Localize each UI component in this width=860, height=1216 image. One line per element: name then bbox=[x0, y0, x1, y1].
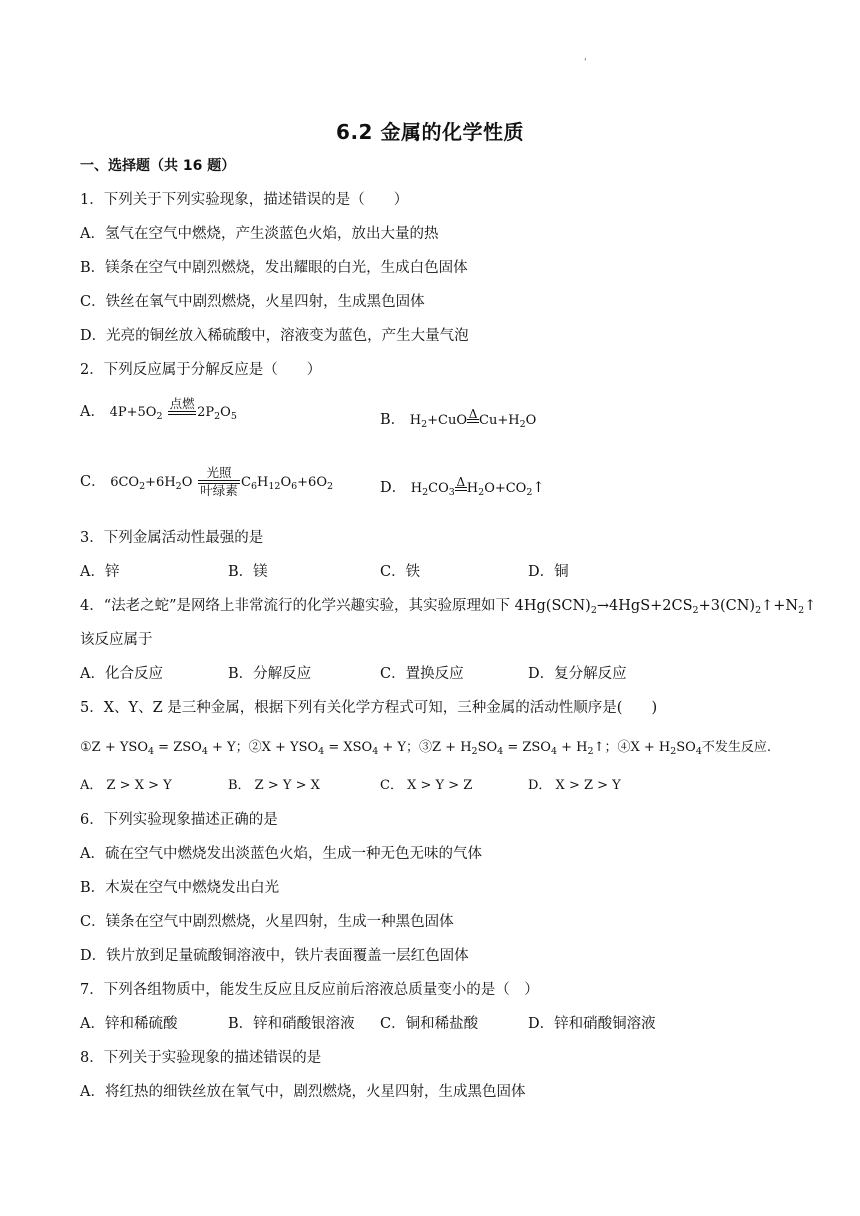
question-7-stem: 7．下列各组物质中，能发生反应且反应前后溶液总质量变小的是（ ） bbox=[80, 982, 539, 998]
question-7-option-a: A．锌和稀硫酸 bbox=[80, 1016, 178, 1032]
equation-right: C bbox=[241, 475, 251, 490]
reaction-condition: 点燃 bbox=[167, 397, 197, 415]
question-6-option-b: B．木炭在空气中燃烧发出白光 bbox=[80, 880, 280, 896]
question-1-option-b: B．镁条在空气中剧烈燃烧，发出耀眼的白光，生成白色固体 bbox=[80, 260, 468, 276]
question-4-stem: 4．“法老之蛇”是网络上非常流行的化学兴趣实验，其实验原理如下 $4Hg(SCN)_2\to 4HgS+2CS_2+3(CN)_2↑+N_2↑$ bbox=[80, 598, 817, 616]
page-title: 6.2 金属的化学性质 bbox=[336, 120, 524, 144]
question-1-option-d: D．光亮的铜丝放入稀硫酸中，溶液变为蓝色，产生大量气泡 bbox=[80, 328, 469, 344]
question-4-option-c: C．置换反应 bbox=[380, 666, 464, 682]
option-label: B． bbox=[380, 412, 406, 428]
option-label: C． bbox=[80, 474, 106, 490]
question-8-option-a: A．将红热的细铁丝放在氧气中，剧烈燃烧，火星四射，生成黑色固体 bbox=[80, 1084, 526, 1100]
equation-1: ①Z + $YSO_4 = ZSO_4 + Y$； bbox=[80, 740, 249, 757]
question-6-option-c: C．镁条在空气中剧烈燃烧，火星四射，生成一种黑色固体 bbox=[80, 914, 454, 930]
question-5-option-c: C． X > Y > Z bbox=[380, 778, 473, 793]
equation-right: Cu+H bbox=[479, 413, 520, 428]
question-5-stem: 5．X、Y、Z 是三种金属，根据下列有关化学方程式可知，三种金属的活动性顺序是( ) bbox=[80, 700, 658, 716]
equation-4: ④X + $H_2SO_4$不发生反应. bbox=[617, 740, 772, 757]
equation-2: ②X + $YSO_4 = XSO_4 + Y$； bbox=[248, 740, 419, 757]
question-3-option-d: D．铜 bbox=[528, 564, 569, 580]
reaction-condition: Δ bbox=[468, 407, 478, 421]
page-mark: ' bbox=[584, 58, 587, 68]
question-3-option-a: A．锌 bbox=[80, 564, 120, 580]
question-6-stem: 6．下列实验现象描述正确的是 bbox=[80, 812, 278, 828]
question-1-option-c: C．铁丝在氧气中剧烈燃烧，火星四射，生成黑色固体 bbox=[80, 294, 425, 310]
question-5-option-a: A． Z > X > Y bbox=[80, 778, 172, 793]
question-4-option-b: B．分解反应 bbox=[228, 666, 312, 682]
question-5-equations bbox=[80, 738, 771, 762]
question-4-stem-continued: 该反应属于 bbox=[80, 632, 153, 648]
equation-right: H bbox=[466, 481, 479, 496]
question-1-option-a: A．氢气在空气中燃烧，产生淡蓝色火焰，放出大量的热 bbox=[80, 226, 439, 242]
option-label: D． bbox=[380, 480, 407, 496]
option-label: A． bbox=[80, 404, 105, 420]
question-7-option-c: C．铜和稀盐酸 bbox=[380, 1016, 479, 1032]
equation-left: H bbox=[410, 481, 423, 496]
question-6-option-a: A．硫在空气中燃烧发出淡蓝色火焰，生成一种无色无味的气体 bbox=[80, 846, 482, 862]
reaction-condition: Δ bbox=[456, 475, 466, 489]
equation-left: 6CO bbox=[110, 475, 140, 490]
question-5-option-b: B． Z > Y > X bbox=[228, 778, 320, 793]
question-2-stem: 2．下列反应属于分解反应是（ ） bbox=[80, 362, 322, 378]
question-2-option-b: B． $H_2+CuO$ Δ $Cu+H_2O$ bbox=[380, 407, 537, 430]
equation-right: 2P bbox=[197, 405, 215, 420]
question-2-option-a: A． $4P+5O_2$ 点燃 $2P_2O_5$ bbox=[80, 396, 237, 422]
section-heading: 一、选择题（共 16 题） bbox=[80, 158, 236, 174]
reaction-condition: 光照 叶绿素 bbox=[197, 466, 241, 498]
question-2-option-c: C． $6CO_2+6H_2O$ 光照 叶绿素 $C_6H_{12}O_6+6O_2$ bbox=[80, 465, 334, 498]
question-7-option-b: B．锌和硝酸银溶液 bbox=[228, 1016, 355, 1032]
equation-3: ③Z + $H_2SO_4 = ZSO_4$ + $H_2↑$； bbox=[419, 740, 618, 757]
question-4-option-d: D．复分解反应 bbox=[528, 666, 627, 682]
question-4-option-a: A．化合反应 bbox=[80, 666, 163, 682]
equation-left: H bbox=[409, 413, 422, 428]
question-3-stem: 3．下列金属活动性最强的是 bbox=[80, 530, 264, 546]
question-5-option-d: D． X > Z > Y bbox=[528, 778, 621, 793]
question-2-option-d: D． $H_2CO_3$ Δ $H_2O+CO_2↑$ bbox=[380, 475, 545, 498]
question-3-option-c: C．铁 bbox=[380, 564, 421, 580]
question-8-stem: 8．下列关于实验现象的描述错误的是 bbox=[80, 1050, 322, 1066]
question-7-option-d: D．锌和硝酸铜溶液 bbox=[528, 1016, 656, 1032]
question-6-option-d: D．铁片放到足量硫酸铜溶液中，铁片表面覆盖一层红色固体 bbox=[80, 948, 469, 964]
question-3-option-b: B．镁 bbox=[228, 564, 268, 580]
question-1-stem: 1．下列关于下列实验现象，描述错误的是（ ） bbox=[80, 192, 409, 208]
equation-left: 4P+5O bbox=[109, 405, 157, 420]
